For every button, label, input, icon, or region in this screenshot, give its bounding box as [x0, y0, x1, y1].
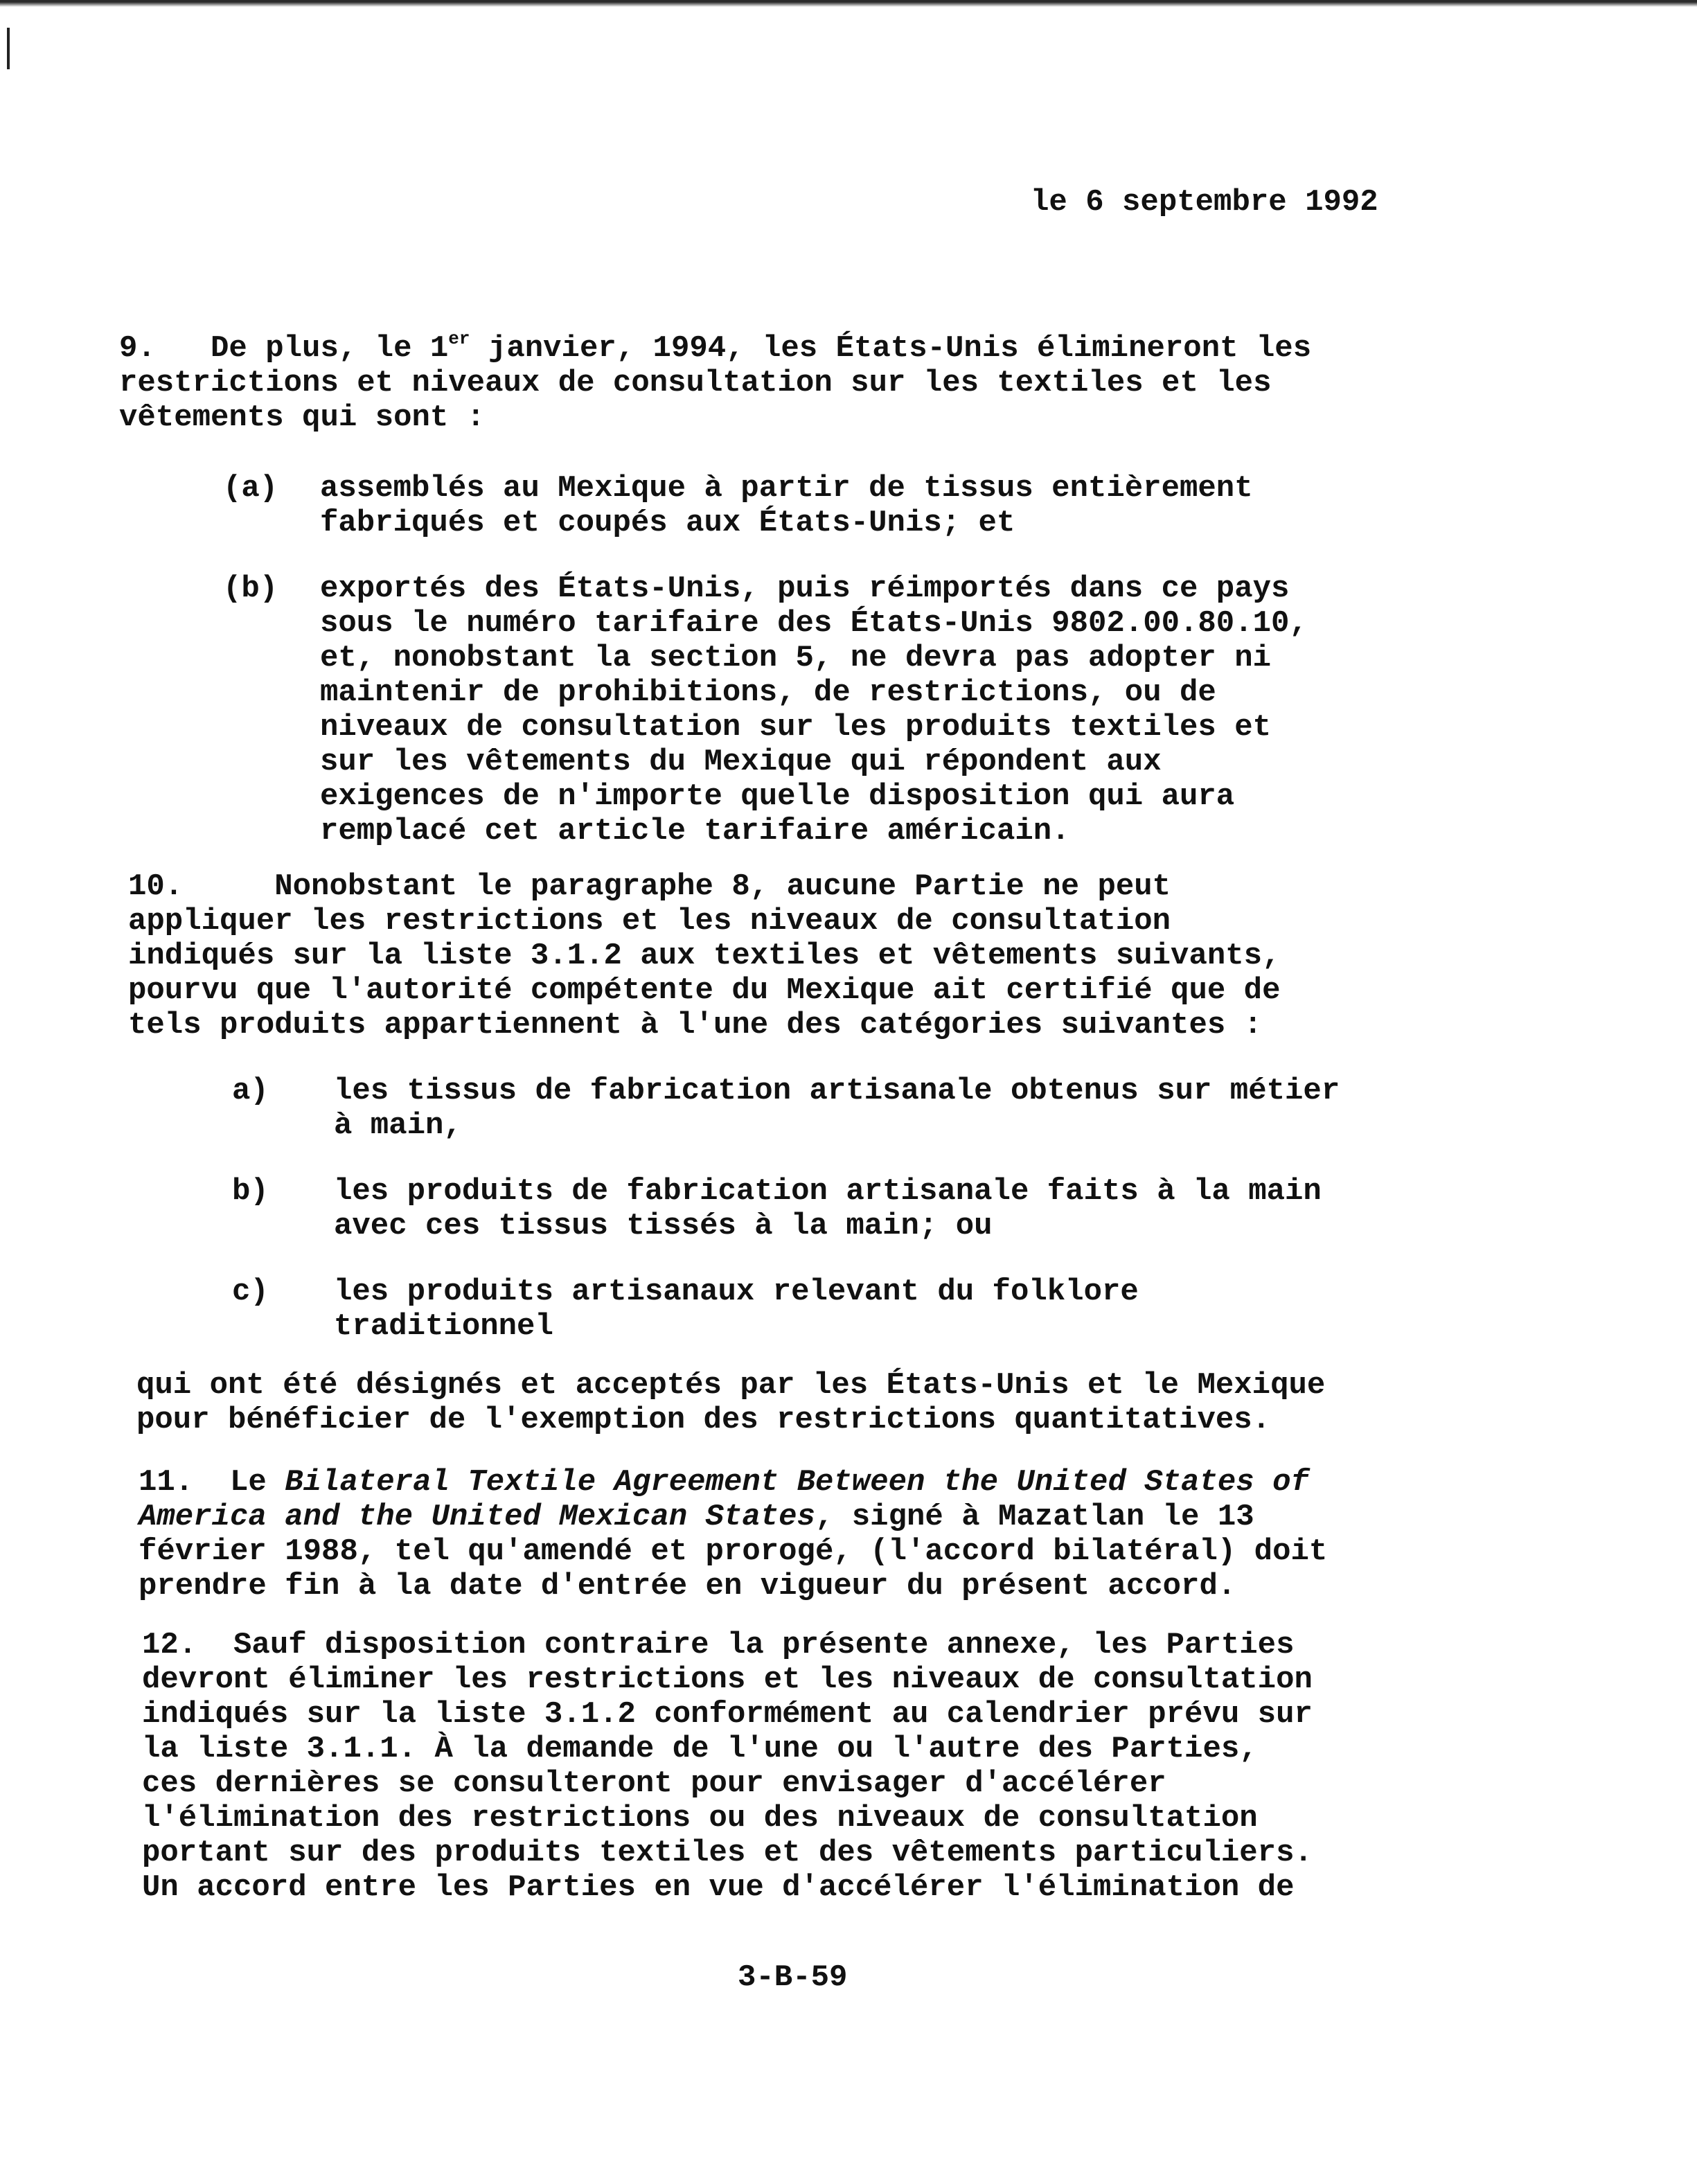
scan-top-edge — [0, 0, 1697, 7]
document-date: le 6 septembre 1992 — [1031, 185, 1378, 220]
paragraph-number: 12. — [142, 1628, 197, 1662]
paragraph-number: 10. — [128, 869, 184, 904]
list-item-body: exportés des États-Unis, puis réimportés dans ce pays sous le numéro tarifaire des États-Unis 9802.00.80.10, et, nonobstant la section 5, ne devra pas adopter ni maintenir de prohibitions, de restrictions, ou de niveaux de consultation sur les produits textiles et sur les vêtements du Mexique qui répondent aux exigences de n'importe quelle disposition qui aura remplacé cet article tarifaire américain. — [320, 571, 1308, 849]
agreement-title: Bilateral Textile Agreement Between the United States of — [285, 1465, 1309, 1500]
list-item-body: les tissus de fabrication artisanale obtenus sur métier à main, — [334, 1074, 1340, 1143]
paragraph-12: 12. Sauf disposition contraire la présente annexe, les Parties devront éliminer les restrictions et les niveaux de consultation indiqués sur la liste 3.1.2 conformément au calendrier prévu sur la liste 3.1.1. À la demande de l'une ou l'autre des Parties, ces dernières se consulteront pour envisager d'accélérer l'élimination des restrictions ou des niveaux de consultation portant sur des produits textiles et des vêtements particuliers. Un accord entre les Parties en vue d'accélérer l'élimination de — [142, 1628, 1313, 1905]
paragraph-number: 9. — [119, 331, 156, 366]
list-item-body: les produits artisanaux relevant du folklore traditionnel — [334, 1275, 1139, 1344]
paragraph-number: 11. — [139, 1465, 194, 1500]
list-marker: c) — [232, 1275, 269, 1309]
paragraph-10: 10. Nonobstant le paragraphe 8, aucune Partie ne peut appliquer les restrictions et les niveaux de consultation indiqués sur la liste 3.1.2 aux textiles et vêtements suivants, pourvu que l'autorité compétente du Mexique ait certifié que de tels produits appartiennent à l'une des catégories suivantes : — [128, 869, 1281, 1042]
list-item-body: les produits de fabrication artisanale faits à la main avec ces tissus tissés à la main; ou — [334, 1174, 1322, 1243]
paragraph-9-line-1: 9. De plus, le 1er janvier, 1994, les États-Unis élimineront les — [119, 328, 1312, 366]
list-item-body: assemblés au Mexique à partir de tissus entièrement fabriqués et coupés aux États-Unis; et — [320, 471, 1253, 540]
paragraph-9-line-2: restrictions et niveaux de consultation sur les textiles et les — [119, 366, 1272, 400]
scan-mark — [7, 28, 10, 69]
paragraph-10-line-1: 10. Nonobstant le paragraphe 8, aucune Partie ne peut — [128, 869, 1171, 904]
paragraph-9-line-3: vêtements qui sont : — [119, 400, 486, 435]
list-marker: (b) — [223, 571, 278, 606]
list-marker: (a) — [223, 471, 278, 506]
list-marker: a) — [232, 1074, 269, 1108]
paragraph-11: 11. Le Bilateral Textile Agreement Between the United States of America and the United Mexican States, signé à Mazatlan le 13 février 1988, tel qu'amendé et prorogé, (l'accord bilatéral) doit prendre fin à la date d'entrée en vigueur du présent accord. — [139, 1465, 1328, 1604]
paragraph-10-closing: qui ont été désignés et acceptés par les États-Unis et le Mexique pour bénéficier de l'exemption des restrictions quantitatives. — [136, 1368, 1326, 1437]
page-number: 3-B-59 — [738, 1960, 848, 1995]
list-marker: b) — [232, 1174, 269, 1209]
paragraph-9 — [119, 328, 1312, 435]
